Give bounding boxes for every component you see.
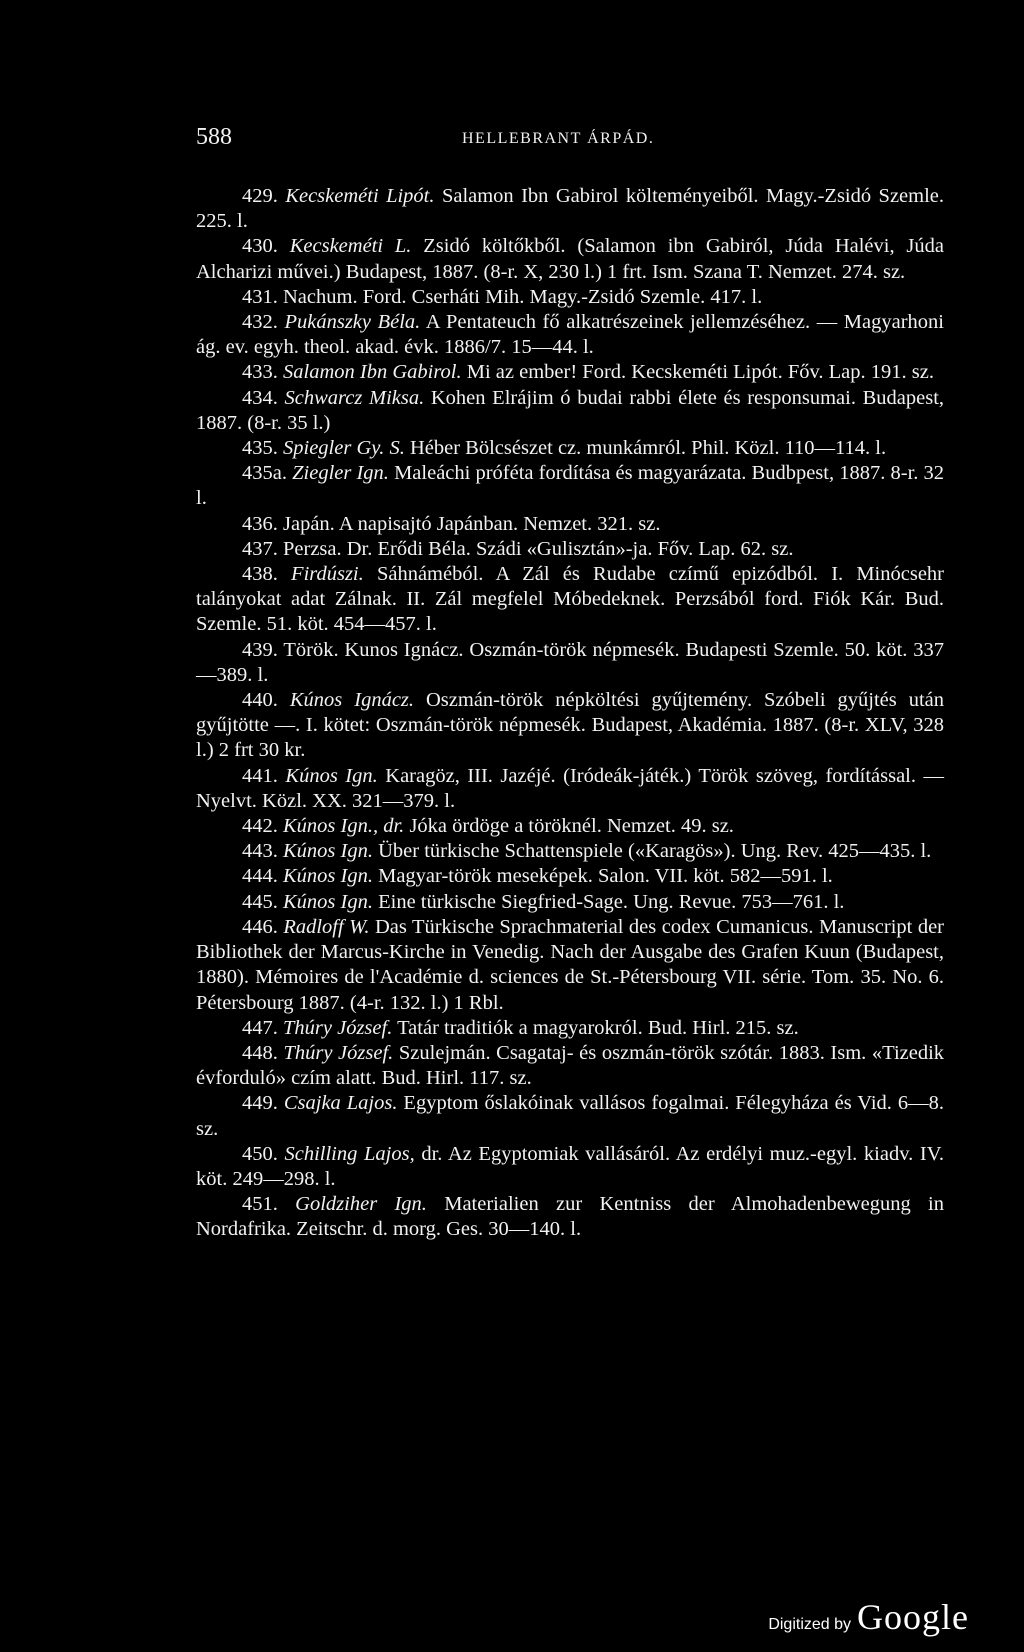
entry-number: 441. (242, 764, 278, 787)
bibliography-entry (196, 688, 944, 764)
entry-number: 432. (242, 311, 278, 334)
bibliography-entry (196, 814, 944, 839)
entry-text: Zsidó költőkből. (Salamon ibn Gabiról, Júda Halévi, Júda Alcharizi művei.) Budapest, 1887. (8-r. X, 230 l.) 1 frt. Ism. Szana T. Nemzet. 274. sz. (196, 235, 945, 283)
entry-text: Nachum. Ford. Cserháti Mih. Magy.-Zsidó Szemle. 417. l. (283, 285, 763, 308)
entry-number: 439. (242, 638, 278, 661)
entry-author: Goldziher Ign. (295, 1193, 427, 1216)
entry-number: 434. (242, 386, 278, 409)
entry-number: 448. (242, 1041, 278, 1064)
entry-text: Maleáchi próféta fordítása és magyarázata. Budbpest, 1887. 8-r. 32 l. (196, 462, 945, 510)
entry-number: 433. (242, 361, 278, 384)
entry-number: 447. (242, 1016, 278, 1039)
entry-number: 443. (242, 840, 278, 863)
entry-author: Schwarcz Miksa. (284, 386, 425, 409)
entry-number: 442. (242, 815, 278, 838)
entry-author: Csajka Lajos. (283, 1092, 398, 1115)
bibliography-entry (196, 184, 944, 234)
entry-number: 437. (242, 537, 278, 560)
entry-number: 440. (242, 689, 278, 712)
bibliography-entry (196, 1041, 944, 1091)
entry-text: Tatár traditiók a magyarokról. Bud. Hirl. 215. sz. (397, 1016, 799, 1039)
entry-number: 435. (242, 437, 278, 460)
bibliography-entry (196, 436, 944, 461)
bibliography-entry (196, 1192, 944, 1242)
entry-text: Oszmán-török népköltési gyűjtemény. Szóbeli gyűjtés után gyűjtötte —. I. kötet: Oszmán-török népmesék. Budapest, Akadémia. 1887. (8-r. XLV, 328 l.) 2 frt 30 kr. (196, 689, 944, 762)
page-header (196, 124, 956, 154)
digitized-by-watermark (768, 1596, 969, 1638)
entry-author: Pukánszky Béla. (284, 311, 421, 334)
entry-number: 438. (242, 563, 278, 586)
entry-number: 435a. (242, 462, 287, 485)
bibliography-entry (196, 360, 944, 385)
bibliography-entry (196, 890, 944, 915)
entry-author: Kecskeméti L. (289, 235, 412, 258)
entry-author: Ziegler Ign. (292, 462, 389, 485)
entry-text: Karagöz, III. Jazéjé. (Iródeák-játék.) Török szöveg, fordítással. — Nyelvt. Közl. XX. 321—379. l. (196, 764, 945, 812)
bibliography-entry (196, 1016, 944, 1041)
bibliography-list (196, 184, 944, 1243)
entry-text: Kohen Elrájim ó budai rabbi élete és responsumai. Budapest, 1887. (8-r. 35 l.) (196, 386, 945, 434)
bibliography-entry (196, 1091, 944, 1141)
entry-author: Radloff W. (283, 915, 370, 938)
entry-author: Salamon Ibn Gabirol. (283, 361, 462, 384)
entry-author: Schilling Lajos, (284, 1142, 415, 1165)
page-number: 588 (196, 124, 232, 150)
bibliography-entry (196, 638, 944, 688)
entry-text: Török. Kunos Ignácz. Oszmán-török népmesék. Budapesti Szemle. 50. köt. 337—389. l. (196, 638, 944, 686)
entry-author: Kúnos Ign. (283, 890, 373, 913)
bibliography-entry (196, 839, 944, 864)
entry-number: 429. (242, 185, 278, 207)
digitized-label: Digitized by (768, 1616, 852, 1633)
entry-text: Magyar-török meseképek. Salon. VII. köt. 582—591. l. (378, 865, 833, 888)
entry-number: 430. (242, 235, 278, 258)
entry-text: Eine türkische Siegfried-Sage. Ung. Revue. 753—761. l. (378, 890, 845, 913)
entry-author: Kúnos Ignácz. (289, 689, 415, 712)
entry-author: Spiegler Gy. S. (283, 437, 405, 460)
entry-author: Kúnos Ign. (285, 764, 378, 787)
entry-number: 445. (242, 890, 278, 913)
entry-number: 431. (242, 285, 278, 308)
bibliography-entry (196, 234, 944, 284)
bibliography-entry (196, 512, 944, 537)
bibliography-entry (196, 537, 944, 562)
entry-text: dr. Az Egyptomiak vallásáról. Az erdélyi muz.-egyl. kiadv. IV. köt. 249—298. l. (196, 1142, 945, 1190)
entry-author: Kúnos Ign. (283, 865, 373, 888)
entry-text: Szulejmán. Csagataj- és oszmán-török szótár. 1883. Ism. «Tizedik évforduló» czím alatt. Bud. Hirl. 117. sz. (196, 1041, 945, 1090)
entry-text: Egyptom őslakóinak vallásos fogalmai. Félegyháza és Vid. 6—8. sz. (196, 1092, 944, 1140)
entry-text: A Pentateuch fő alkatrészeinek jellemzéséhez. — Magyarhoni ág. ev. egyh. theol. akad. évk. 1886/7. 15—44. l. (196, 311, 944, 359)
entry-author: Kecskeméti Lipót. (285, 185, 435, 207)
bibliography-entry (196, 1142, 944, 1192)
entry-text: Perzsa. Dr. Erődi Béla. Szádi «Gulisztán»-ja. Főv. Lap. 62. sz. (283, 537, 794, 560)
entry-text: Jóka ördöge a töröknél. Nemzet. 49. sz. (409, 815, 734, 838)
bibliography-entry (196, 310, 944, 360)
bibliography-entry (196, 562, 944, 638)
entry-author: Kúnos Ign., dr. (283, 815, 405, 838)
entry-number: 436. (242, 512, 278, 535)
entry-text: Über türkische Schattenspiele («Karagös»). Ung. Rev. 425—435. l. (378, 840, 932, 863)
entry-text: Das Türkische Sprachmaterial des codex Cumanicus. Manuscript der Bibliothek der Marcus-Kirche in Venedig. Nach der Ausgabe des Grafen Kuun (Budapest, 1880). Mémoires de l'Académie d. sciences de St.-Pétersbourg VII. série. Tom. 35. No. 6. Pétersbourg 1887. (4-r. 132. l.) 1 Rbl. (196, 915, 944, 1014)
entry-author: Thúry József. (283, 1041, 394, 1064)
entry-author: Thúry József. (283, 1016, 393, 1039)
entry-text: Mi az ember! Ford. Kecskeméti Lipót. Főv. Lap. 191. sz. (466, 361, 934, 384)
entry-author: Kúnos Ign. (283, 840, 373, 863)
entry-author: Firdúszi. (291, 563, 364, 586)
google-logo: Google (857, 1597, 969, 1637)
entry-text: Materialien zur Kentniss der Almohadenbewegung in Nordafrika. Zeitschr. d. morg. Ges. 30—140. l. (196, 1193, 944, 1241)
entry-number: 446. (242, 915, 278, 938)
bibliography-entry (196, 915, 944, 1016)
bibliography-entry (196, 285, 944, 310)
entry-number: 449. (242, 1092, 278, 1115)
entry-number: 451. (242, 1193, 278, 1216)
entry-text: Japán. A napisajtó Japánban. Nemzet. 321. sz. (283, 512, 661, 535)
entry-number: 450. (242, 1142, 278, 1165)
bibliography-entry (196, 764, 944, 814)
entry-text: Sáhnáméból. A Zál és Rudabe czímű epizódból. I. Minócsehr talányokat adat Zálnak. II. Zál megfelel Móbedeknek. Perzsából ford. Fiók Kár. Bud. Szemle. 51. köt. 454—457. l. (196, 563, 945, 636)
bibliography-entry (196, 864, 944, 889)
entry-number: 444. (242, 865, 278, 888)
bibliography-entry (196, 461, 944, 511)
running-head: HELLEBRANT ÁRPÁD. (462, 130, 655, 147)
entry-text: Héber Bölcsészet cz. munkámról. Phil. Közl. 110—114. l. (409, 437, 887, 460)
bibliography-entry (196, 386, 944, 436)
entry-text: Salamon Ibn Gabirol költeményeiből. Magy.-Zsidó Szemle. 225. l. (196, 185, 945, 233)
